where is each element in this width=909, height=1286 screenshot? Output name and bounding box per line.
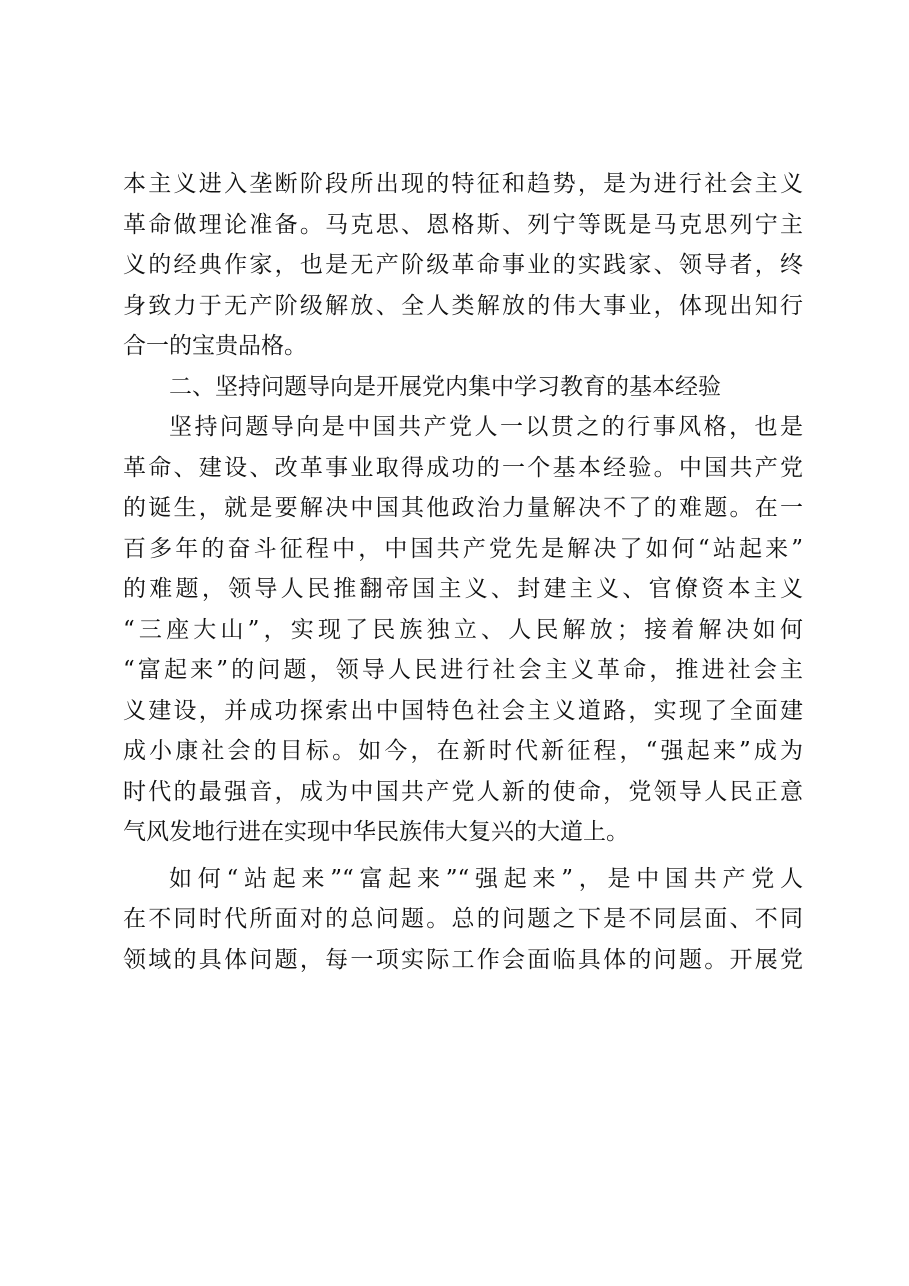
text-line: 领域的具体问题，每一项实际工作会面临具体的问题。开展党 [123, 946, 803, 973]
text-line: 身致力于无产阶级解放、全人类解放的伟大事业，体现出知行 [123, 292, 803, 319]
text-line: 本主义进入垄断阶段所出现的特征和趋势，是为进行社会主义 [123, 171, 803, 197]
document-body [123, 164, 803, 980]
text-line: 的难题，领导人民推翻帝国主义、封建主义、官僚资本主义 [123, 576, 803, 602]
text-line: 气风发地行进在实现中华民族伟大复兴的大道上。 [123, 819, 629, 845]
text-line: 如何“站起来”“富起来”“强起来”，是中国共产党人 [169, 865, 803, 892]
section-heading [123, 367, 803, 408]
text-line: “富起来”的问题，领导人民进行社会主义革命，推进社会主 [123, 657, 803, 683]
text-line: 在不同时代所面对的总问题。总的问题之下是不同层面、不同 [123, 906, 803, 932]
text-line: 成小康社会的目标。如今，在新时代新征程，“强起来”成为 [123, 738, 803, 764]
text-line: 时代的最强音，成为中国共产党人新的使命，党领导人民正意 [123, 778, 803, 805]
text-line: 百多年的奋斗征程中，中国共产党先是解决了如何“站起来” [123, 535, 803, 562]
text-line: 革命、建设、改革事业取得成功的一个基本经验。中国共产党 [123, 454, 803, 481]
text-line: 的诞生，就是要解决中国其他政治力量解决不了的难题。在一 [123, 495, 803, 521]
paragraph [123, 859, 803, 981]
paragraph [123, 407, 803, 853]
text-line: “三座大山”，实现了民族独立、人民解放；接着解决如何 [123, 616, 803, 643]
text-line: 坚持问题导向是中国共产党人一以贯之的行事风格，也是 [169, 414, 803, 440]
paragraph [123, 164, 803, 367]
text-line: 革命做理论准备。马克思、恩格斯、列宁等既是马克思列宁主 [123, 211, 803, 238]
text-line: 义建设，并成功探索出中国特色社会主义道路，实现了全面建 [123, 697, 803, 724]
text-line: 合一的宝贵品格。 [123, 333, 307, 359]
heading-text: 二、坚持问题导向是开展党内集中学习教育的基本经验 [169, 373, 721, 400]
text-line: 义的经典作家，也是无产阶级革命事业的实践家、领导者，终 [123, 252, 803, 278]
